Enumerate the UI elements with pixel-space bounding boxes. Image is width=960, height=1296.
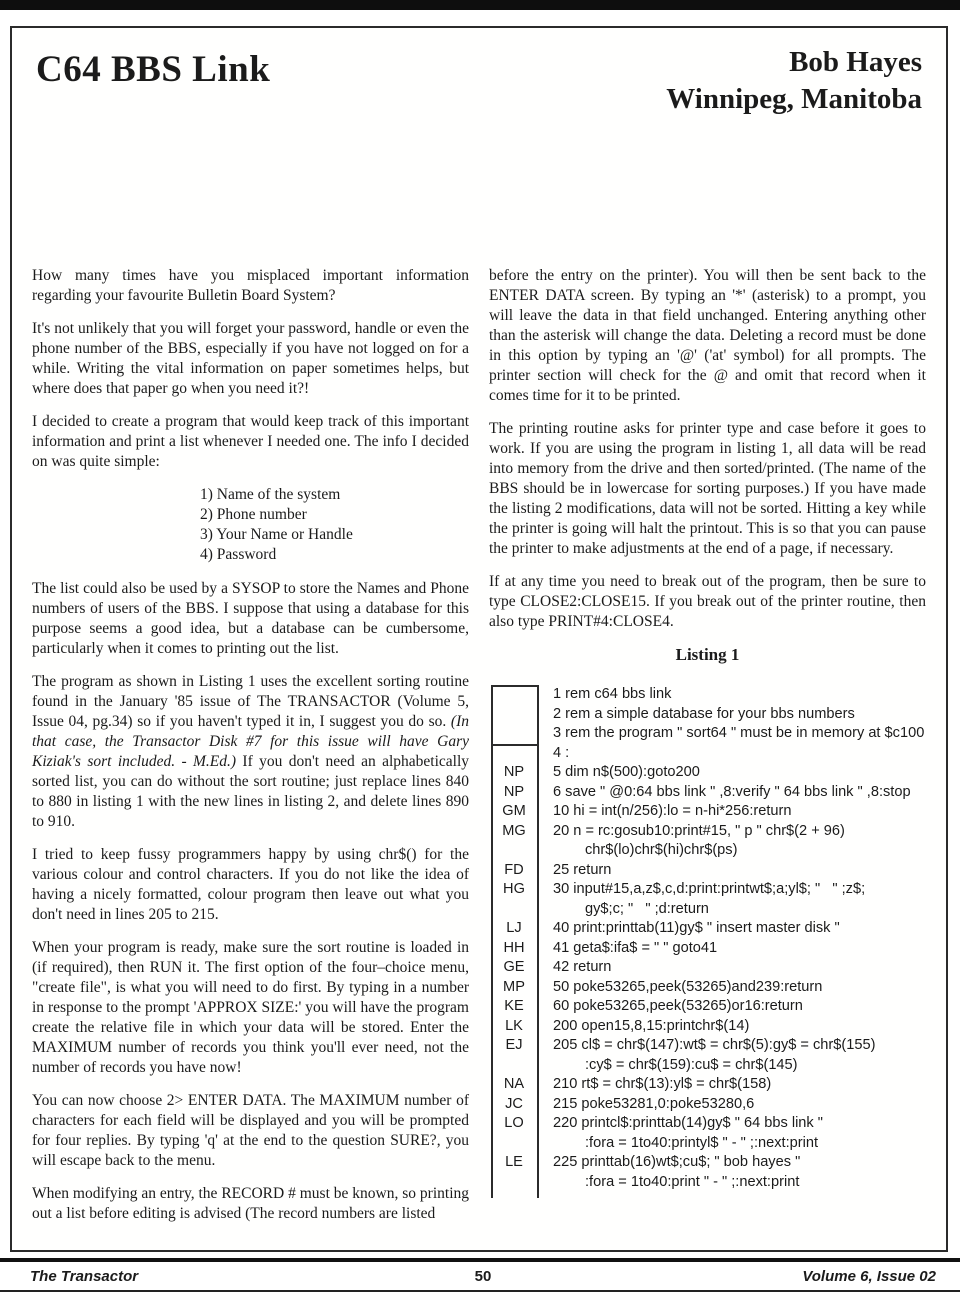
list-item: 1) Name of the system: [200, 486, 341, 503]
listing-checksum-code: HH: [503, 939, 525, 956]
listing-rows: [489, 685, 926, 1192]
listing-checksum-code: NP: [503, 764, 525, 780]
listing-code-line: 41 geta$:ifa$ = " " goto41: [553, 939, 718, 956]
listing-line-group: [537, 978, 926, 998]
listing-code-line: :cy$ = chr$(159):cu$ = chr$(145): [585, 1056, 798, 1073]
left-column: [32, 266, 469, 1237]
author-byline: [666, 44, 922, 118]
list-item: 4) Password: [200, 546, 277, 563]
listing-row: [489, 1036, 926, 1075]
listing-checksum-code: LE: [505, 1154, 523, 1170]
listing-line-group: [537, 744, 926, 764]
listing-code-line: 20 n = rc:gosub10:print#15, " p " chr$(2 + 96): [553, 822, 845, 839]
paragraph: It's not unlikely that you will forget your password, handle or even the phone number of the BBS, especially if you have not logged on for a while. Writing the vital information on paper sometimes helps, but where does that paper go when you need it?!: [32, 320, 469, 397]
listing-checksum-code: EJ: [505, 1037, 523, 1053]
listing-line-group: [537, 685, 926, 705]
footer-rule: [0, 1258, 960, 1262]
listing-code-line: 205 cl$ = chr$(147):wt$ = chr$(5):gy$ = chr$(155): [553, 1037, 876, 1053]
listing-checksum-code: MG: [502, 822, 526, 839]
list-item: 3) Your Name or Handle: [200, 526, 353, 543]
paragraph: I tried to keep fussy programmers happy by using chr$() for the various colour and control characters. If you do not like the idea of having a nicely formatted, colour program then leave out what you don't need in lines 205 to 215.: [32, 846, 469, 923]
editor-note: (In that case, the Transactor Disk #7 for this issue will have Gary Kiziak's sort included. - M.Ed.): [32, 713, 469, 770]
listing-row: [489, 1153, 926, 1192]
listing-checksum-code: NA: [503, 1076, 525, 1092]
listing-code-line: 30 input#15,a,z$,c,d:print:printwt$;a;yl$; " " ;z$;: [553, 881, 866, 897]
listing-line-group: [537, 919, 926, 939]
paragraph: The printing routine asks for printer type and case before it goes to work. If you are using the program in listing 1, all data will be read into memory from the drive and then sorted/printed. (The name of the BBS should be in lowercase for sorting purposes.) If you have made the listing 2 modifications, data will not be sorted. Hitting a key while the printer is going will halt the printout. This is so that you can pause the printer to make adjustments at the end of a page, if necessary.: [489, 420, 926, 557]
info-fields-list: [200, 485, 469, 565]
paragraph-text: If you don't need an alphabetically sorted list, you can do without the sort routine; just replace lines 840 to 880 in listing 1 with the new lines in listing 2, and delete lines 890 to 910.: [32, 753, 470, 830]
listing-checksum-code: LO: [504, 1115, 524, 1131]
listing-checksum-code: HG: [503, 881, 525, 897]
footer-row: [0, 1264, 960, 1292]
listing-line-group: [537, 958, 926, 978]
listing-left-rule: [491, 685, 493, 1198]
article-body: [12, 266, 946, 1237]
page-footer: [0, 1258, 960, 1292]
listing-code-line: :fora = 1to40:printyl$ " - " ;:next:print: [585, 1134, 819, 1151]
listing-row: [489, 724, 926, 744]
listing-code-line: 200 open15,8,15:printchr$(14): [553, 1017, 750, 1034]
listing-row: [489, 958, 926, 978]
listing-checksum-code: FD: [504, 861, 524, 878]
listing-line-group: [537, 1075, 926, 1095]
listing-code-line: :fora = 1to40:print " - " ;:next:print: [585, 1173, 800, 1190]
listing-code-line: 1 rem c64 bbs link: [553, 686, 672, 702]
listing-line-group: [537, 822, 926, 861]
listing-line-group: [537, 1017, 926, 1037]
listing-checksum-code: KE: [504, 998, 524, 1014]
listing-row: [489, 861, 926, 881]
listing-code-line: 50 poke53265,peek(53265)and239:return: [553, 978, 823, 995]
list-item: 2) Phone number: [200, 506, 307, 523]
listing-code-line: 2 rem a simple database for your bbs numbers: [553, 705, 855, 722]
basic-program-listing: [489, 685, 926, 1198]
listing-row: [489, 802, 926, 822]
paragraph: You can now choose 2> ENTER DATA. The MAXIMUM number of characters for each field will be displayed and you will be prompted for four replies. By typing 'q' at the end to the question SURE?, you will escape back to the menu.: [32, 1092, 469, 1169]
issue-label: Volume 6, Issue 02: [802, 1268, 936, 1285]
listing-checksum-code: NP: [503, 783, 525, 800]
listing-row: [489, 685, 926, 705]
listing-line-group: [537, 724, 926, 744]
listing-row: [489, 744, 926, 764]
listing-code-line: 10 hi = int(n/256):lo = n-hi*256:return: [553, 803, 792, 819]
listing-separator-rule: [537, 685, 539, 1198]
listing-line-group: [537, 1036, 926, 1075]
listing-line-group: [537, 997, 926, 1017]
page-number: 50: [474, 1268, 492, 1285]
listing-code-line: gy$;c; " " ;d:return: [585, 900, 709, 917]
listing-code-line: 6 save " @0:64 bbs link " ,8:verify " 64 bbs link " ,8:stop: [553, 783, 911, 800]
listing-line-group: [537, 1095, 926, 1115]
scan-top-bar: [0, 0, 960, 10]
listing-checksum-code: LJ: [506, 920, 522, 936]
paragraph: before the entry on the printer). You will then be sent back to the ENTER DATA screen. By typing an '*' (asterisk) to a prompt, you will leave the data in that field unchanged. Entering anything other than the asterisk will change the data. Deleting a record must be done in this option by typing an '@' ('at' symbol) for all prompts. The printer section will check for the @ and omit that record when it comes time for it to be printed.: [489, 267, 926, 404]
listing-code-line: chr$(lo)chr$(hi)chr$(ps): [585, 842, 738, 858]
listing-checksum-code: [489, 705, 537, 725]
paragraph: I decided to create a program that would keep track of this important information and print a list whenever I needed one. The info I decided on was quite simple:: [32, 413, 469, 470]
listing-checksum-code: [489, 724, 537, 744]
author-location: Winnipeg, Manitoba: [666, 83, 922, 116]
listing-code-line: 220 printcl$:printtab(14)gy$ " 64 bbs link ": [553, 1115, 823, 1131]
listing-row: [489, 763, 926, 783]
listing-line-group: [537, 880, 926, 919]
paragraph: When modifying an entry, the RECORD # must be known, so printing out a list before editing is advised (The record numbers are listed: [32, 1185, 469, 1222]
listing-checksum-code: MP: [503, 978, 525, 995]
listing-line-group: [537, 783, 926, 803]
paragraph: When your program is ready, make sure the sort routine is loaded in (if required), then RUN it. The first option of the four–choice menu, "create file", is what you will need to do first. By typing in a number in response to the prompt 'APPROX SIZE:' you will have the program create the relative file in which your data will be stored. Enter the MAXIMUM number of records you think you'll ever need, not the number of records you have now!: [32, 939, 469, 1076]
paragraph: The list could also be used by a SYSOP to store the Names and Phone numbers of users of the BBS. I suppose that using a database for this purpose seems a good idea, but a database can be cumbersome, particularly when it comes to printing out the list.: [32, 580, 469, 657]
listing-code-line: 210 rt$ = chr$(13):yl$ = chr$(158): [553, 1076, 772, 1092]
listing-checksum-code: GE: [503, 959, 525, 975]
paragraph: How many times have you misplaced important information regarding your favourite Bulletin Board System?: [32, 267, 469, 304]
right-column: [489, 266, 926, 1237]
listing-checksum-code: [489, 744, 537, 764]
paragraph-text: The program as shown in Listing 1 uses the excellent sorting routine found in the January '85 issue of The TRANSACTOR (Volume 5, Issue 04, pg.34) so if you haven't typed it in, I suggest you do so.: [32, 673, 469, 730]
magazine-name: The Transactor: [30, 1268, 139, 1285]
listing-line-group: [537, 705, 926, 725]
listing-box-top-rule: [491, 685, 539, 687]
listing-row: [489, 1017, 926, 1037]
listing-line-group: [537, 939, 926, 959]
listing-line-group: [537, 1153, 926, 1192]
listing-title: Listing 1: [675, 645, 740, 664]
listing-box-bottom-rule: [491, 744, 539, 746]
listing-code-line: 25 return: [553, 861, 612, 878]
listing-row: [489, 1095, 926, 1115]
author-name: Bob Hayes: [789, 46, 922, 78]
listing-row: [489, 919, 926, 939]
listing-code-line: 225 printtab(16)wt$;cu$; " bob hayes ": [553, 1154, 801, 1170]
listing-code-line: 5 dim n$(500):goto200: [553, 764, 700, 780]
listing-row: [489, 880, 926, 919]
listing-code-line: 60 poke53265,peek(53265)or16:return: [553, 998, 803, 1014]
magazine-page: [10, 26, 948, 1252]
listing-checksum-code: [489, 685, 537, 705]
listing-code-line: 4 :: [553, 744, 570, 761]
listing-row: [489, 1114, 926, 1153]
listing-checksum-code: JC: [505, 1095, 523, 1112]
listing-code-line: 42 return: [553, 959, 612, 975]
listing-line-group: [537, 1114, 926, 1153]
listing-row: [489, 822, 926, 861]
listing-checksum-code: GM: [502, 803, 526, 819]
listing-row: [489, 978, 926, 998]
article-header: [12, 28, 946, 148]
listing-row: [489, 783, 926, 803]
listing-line-group: [537, 802, 926, 822]
listing-line-group: [537, 763, 926, 783]
listing-code-line: 40 print:printtab(11)gy$ " insert master disk ": [553, 920, 840, 936]
listing-row: [489, 705, 926, 725]
article-title: C64 BBS Link: [36, 49, 271, 90]
listing-code-line: 3 rem the program " sort64 " must be in memory at $c100: [553, 725, 925, 741]
paragraph: [32, 672, 469, 832]
listing-checksum-code: LK: [505, 1017, 523, 1034]
paragraph: If at any time you need to break out of the program, then be sure to type CLOSE2:CLOSE15. If you break out of the printer routine, then also type PRINT#4:CLOSE4.: [489, 573, 926, 630]
listing-row: [489, 997, 926, 1017]
listing-row: [489, 1075, 926, 1095]
listing-row: [489, 939, 926, 959]
listing-code-line: 215 poke53281,0:poke53280,6: [553, 1095, 755, 1112]
listing-line-group: [537, 861, 926, 881]
